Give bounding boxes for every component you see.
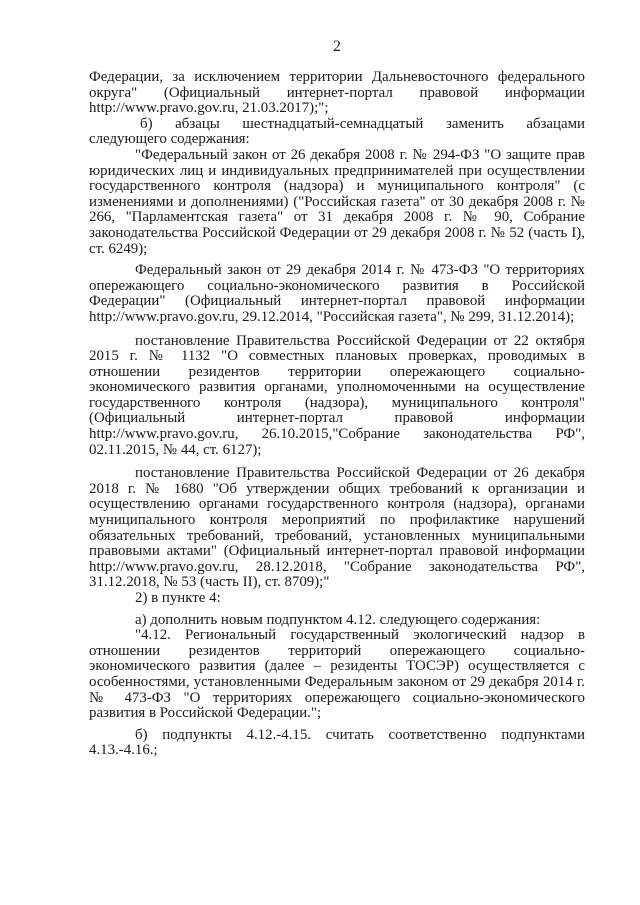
page-number: 2 [333, 38, 341, 55]
paragraph-subitem-b-renumber: б) подпункты 4.12.-4.15. считать соответственно подпунктами 4.13.-4.16.; [89, 726, 585, 759]
paragraph-law-473: Федеральный закон от 29 декабря 2014 г. № 473-ФЗ "О территориях опережающего социально-экономического развития в Российской Федерации" (Официальный интернет-портал правовой информации http://www.pravo.gov.ru, 29.12.2014, "Российская газета", № 299, 31.12.2014); [89, 262, 585, 325]
paragraph-law-294: "Федеральный закон от 26 декабря 2008 г. № 294-ФЗ "О защите прав юридических лиц и индивидуальных предпринимателей при осуществлении государственного контроля (надзора) и муниципального контроля" (с изменениями и дополнениями) ("Российская газета" от 30 декабря 2008 г. № 266, "Парламентская газета" от 31 декабря 2008 г. № 90, Собрание законодательства Российской Федерации от 29 декабря 2008 г. № 52 (часть I), ст. 6249); [89, 146, 585, 257]
document-page [89, 0, 585, 905]
paragraph-item-2: 2) в пункте 4: [135, 590, 221, 606]
document-body [89, 70, 585, 759]
paragraph-subitem-a: а) дополнить новым подпунктом 4.12. следующего содержания: [135, 611, 541, 628]
paragraph-resolution-1132: постановление Правительства Российской Федерации от 22 октября 2015 г. № 1132 "О совместных плановых проверках, проводимых в отношении резидентов территории опережающего социально-экономического развития органами, уполномоченными на осуществление государственного контроля (надзора), муниципального контроля" (Официальный интернет-портал правовой информации http://www.pravo.gov.ru, 26.10.2015,"Собрание законодательства РФ", 02.11.2015, № 44, ст. 6127); [89, 332, 585, 458]
paragraph-continuation: Федерации, за исключением территории Дальневосточного федерального округа" (Официальный интернет-портал правовой информации http://www.pravo.gov.ru, 21.03.2017);"; [89, 69, 585, 117]
paragraph-subitem-b: б) абзацы шестнадцатый-семнадцатый заменить абзацами следующего содержания: [89, 115, 585, 148]
paragraph-resolution-1680: постановление Правительства Российской Федерации от 26 декабря 2018 г. № 1680 "Об утверждении общих требований к организации и осуществлению органами государственного контроля (надзора), органами муниципального контроля мероприятий по профилактике нарушений обязательных требований, требований, установленных муниципальными правовыми актами" (Официальный интернет-портал правовой информации http://www.pravo.gov.ru, 28.12.2018, "Собрание законодательства РФ", 31.12.2018, № 53 (часть II), ст. 8709);" [89, 465, 585, 591]
paragraph-clause-4-12: "4.12. Региональный государственный экологический надзор в отношении резидентов территорий опережающего социально-экономического развития (далее – резиденты ТОСЭР) осуществляется с особенностями, установленными Федеральным законом от 29 декабря 2014 г. № 473-ФЗ "О территориях опережающего социально-экономического развития в Российской Федерации."; [89, 627, 585, 722]
